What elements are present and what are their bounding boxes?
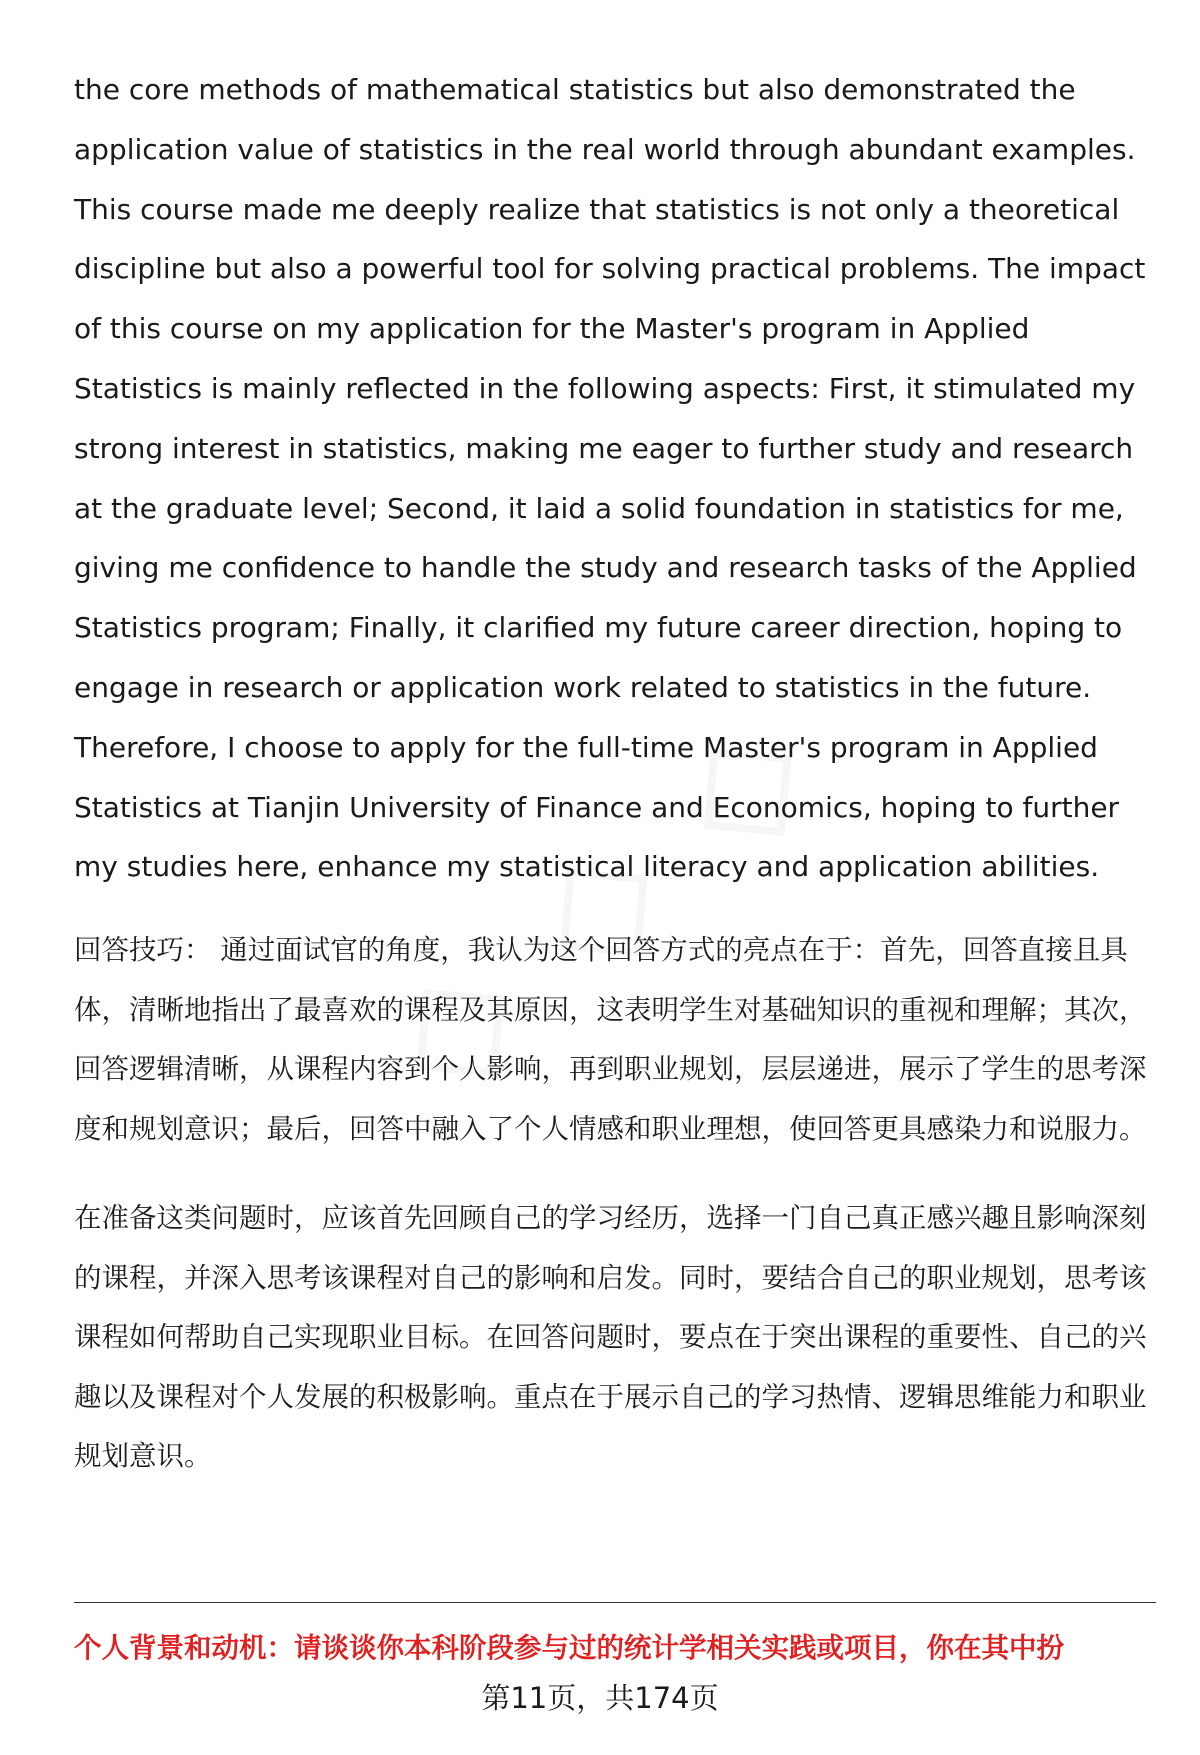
english-answer-paragraph: the core methods of mathematical statistics but also demonstrated the application value of statistics in the real world through abundant examples. This course made me deeply realize that statistics is not only a theoretical discipline but also a powerful tool for solving practical problems. The impact of this course on my application for the Master's program in Applied Statistics is mainly reflected in the following aspects: First, it stimulated my strong interest in statistics, making me eager to further study and research at the graduate level; Second, it laid a solid foundation in statistics for me, giving me confidence to handle the study and research tasks of the Applied Statistics program; Finally, it clarified my future career direction, hoping to engage in research or application work related to statistics in the future. Therefore, I choose to apply for the full-time Master's program in Applied Statistics at Tianjin University of Finance and Economics, hoping to further my studies here, enhance my statistical literacy and application abilities. — [74, 73, 1146, 884]
next-question-heading: 个人背景和动机：请谈谈你本科阶段参与过的统计学相关实践或项目，你在其中扮 — [74, 1632, 1064, 1664]
page-content — [74, 60, 1164, 1487]
page-number-footer: 第11页，共174页 — [481, 1681, 719, 1715]
section-divider — [74, 1602, 1156, 1603]
answer-tips-paragraph: 回答技巧： 通过面试官的角度，我认为这个回答方式的亮点在于：首先，回答直接且具体，清晰地指出了最喜欢的课程及其原因，这表明学生对基础知识的重视和理解；其次，回答逻辑清晰，从课程内容到个人影响，再到职业规划，层层递进，展示了学生的思考深度和规划意识；最后，回答中融入了个人情感和职业理想，使回答更具感染力和说服力。 — [74, 934, 1147, 1145]
preparation-advice-paragraph: 在准备这类问题时，应该首先回顾自己的学习经历，选择一门自己真正感兴趣且影响深刻的课程，并深入思考该课程对自己的影响和启发。同时，要结合自己的职业规划，思考该课程如何帮助自己实现职业目标。在回答问题时，要点在于突出课程的重要性、自己的兴趣以及课程对个人发展的积极影响。重点在于展示自己的学习热情、逻辑思维能力和职业规划意识。 — [74, 1202, 1147, 1473]
